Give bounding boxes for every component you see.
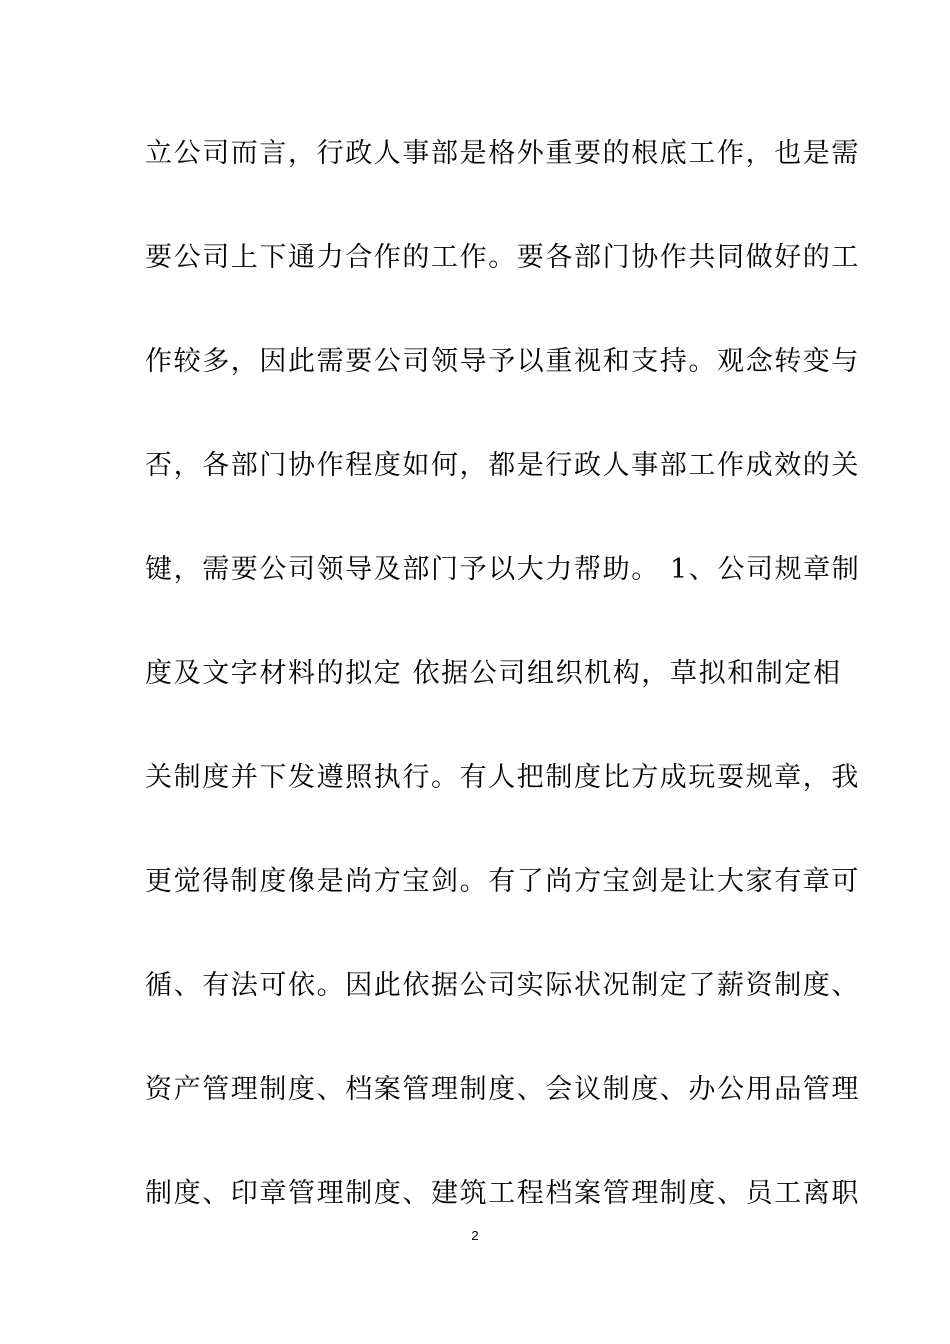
- body-text: [145, 128, 861, 1272]
- text-line: 资产管理制度、档案管理制度、会议制度、办公用品管理: [145, 1074, 860, 1105]
- page-number: 2: [471, 1228, 479, 1243]
- text-line: 更觉得制度像是尚方宝剑。有了尚方宝剑是让大家有章可: [145, 866, 860, 897]
- text-line: 键，需要公司领导及部门予以大力帮助。 1、公司规章制: [145, 554, 861, 585]
- text-line: 度及文字材料的拟定 依据公司组织机构，草拟和制定相: [145, 658, 842, 689]
- text-line: 要公司上下通力合作的工作。要各部门协作共同做好的工: [145, 242, 860, 273]
- text-line: 立公司而言，行政人事部是格外重要的根底工作，也是需: [145, 138, 860, 169]
- text-line: 关制度并下发遵照执行。有人把制度比方成玩耍规章，我: [145, 762, 860, 793]
- text-line: 否，各部门协作程度如何，都是行政人事部工作成效的关: [145, 450, 860, 481]
- text-line: 循、有法可依。因此依据公司实际状况制定了薪资制度、: [145, 970, 860, 1001]
- text-line: 制度、印章管理制度、建筑工程档案管理制度、员工离职: [145, 1178, 860, 1209]
- text-line: 作较多，因此需要公司领导予以重视和支持。观念转变与: [145, 346, 860, 377]
